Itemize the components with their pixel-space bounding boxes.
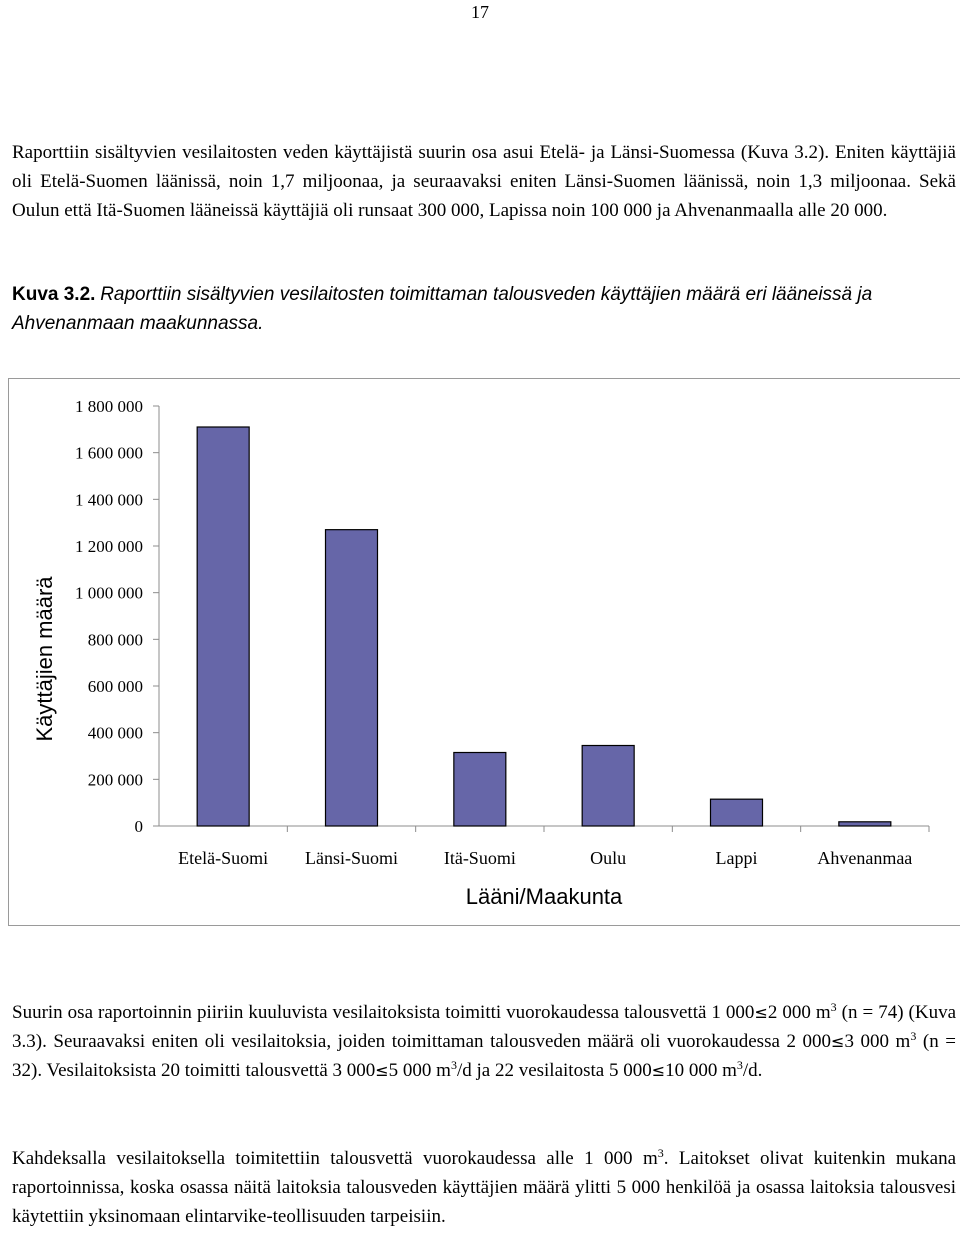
- y-tick-label: 1 200 000: [75, 537, 143, 556]
- y-axis-label: Käyttäjien määrä: [32, 576, 57, 742]
- body-paragraph-3: [12, 1144, 956, 1231]
- p2-range-2-start: 2 000: [786, 1031, 832, 1052]
- p2-sentence-4: /d ja 22 vesilaitosta: [456, 1060, 605, 1081]
- x-tick-label: Lappi: [715, 848, 758, 868]
- le-symbol: ≤: [651, 1061, 666, 1080]
- p2-sentence-5: /d.: [742, 1060, 763, 1081]
- le-symbol: ≤: [831, 1032, 845, 1051]
- p2-sentence-1: Suurin osa raportoinnin piiriin kuuluvista vesilaitoksista toimitti vuorokaudessa talousvettä: [12, 1002, 707, 1023]
- superscript-3: 3: [450, 1058, 457, 1072]
- x-axis-label: Lääni/Maakunta: [465, 884, 623, 909]
- bar: [711, 799, 763, 826]
- p2-range-4-end: 10 000 m: [665, 1060, 737, 1081]
- p2-sentence-2: (n = 74) (Kuva 3.3). Seuraavaksi eniten oli vesilaitoksia, joiden toimittaman talousveden määrä oli vuorokaudessa: [12, 1002, 957, 1052]
- y-tick-label: 1 800 000: [75, 397, 143, 416]
- figure-caption: [12, 280, 956, 338]
- y-tick-label: 200 000: [87, 770, 143, 790]
- x-tick-label: Länsi-Suomi: [305, 848, 398, 868]
- x-tick-label: Etelä-Suomi: [178, 848, 269, 868]
- bar: [454, 753, 506, 827]
- p2-sentence-3: (n = 32). Vesilaitoksista 20 toimitti talousvettä: [12, 1031, 957, 1081]
- p3-sentence-2: . Laitokset olivat kuitenkin mukana raportoinnissa, koska osassa näitä laitoksia talousveden käyttäjien määrä ylitti 5 000 henkilöä ja osassa laitoksia talousvesi käytettiin yksinomaan elintarvike-teollisuuden tarpeisiin.: [12, 1148, 957, 1227]
- x-tick-label: Ahvenanmaa: [817, 848, 913, 868]
- superscript-3: 3: [736, 1058, 743, 1072]
- bar-chart: [9, 379, 960, 927]
- y-tick-label: 400 000: [87, 723, 143, 743]
- p2-range-1-end: 2 000 m: [767, 1002, 831, 1023]
- y-tick-label: 600 000: [87, 677, 143, 696]
- body-paragraph-1: Raporttiin sisältyvien vesilaitosten veden käyttäjistä suurin osa asui Etelä- ja Länsi-Suomessa (Kuva 3.2). Eniten käyttäjiä oli Etelä-Suomen läänissä, noin 1,7 miljoonaa, ja seuraavaksi eniten Länsi-Suomen läänissä, noin 1,3 miljoonaa. Sekä Oulun että Itä-Suomen lääneissä käyttäjiä oli runsaat 300 000, Lapissa noin 100 000 ja Ahvenanmaalla alle 20 000.: [12, 142, 956, 221]
- y-tick-label: 1 400 000: [75, 490, 143, 510]
- body-paragraph-2: [12, 998, 956, 1085]
- le-symbol: ≤: [375, 1061, 389, 1080]
- y-tick-label: 0: [134, 817, 143, 836]
- y-tick-label: 1 600 000: [75, 443, 143, 463]
- y-tick-label: 1 000 000: [75, 583, 143, 603]
- caption-text: Raporttiin sisältyvien vesilaitosten toimittaman talousveden käyttäjien määrä eri lääneissä ja Ahvenanmaan maakunnassa.: [12, 284, 873, 334]
- caption-label: Kuva 3.2.: [12, 284, 96, 305]
- superscript-3: 3: [657, 1146, 664, 1160]
- p2-range-3-end: 5 000 m: [388, 1060, 451, 1081]
- superscript-3: 3: [830, 1000, 837, 1014]
- p2-range-2-end: 3 000 m: [844, 1031, 911, 1052]
- p2-range-3-start: 3 000: [332, 1060, 376, 1081]
- bar: [197, 427, 249, 826]
- p2-range-4-start: 5 000: [608, 1060, 652, 1081]
- le-symbol: ≤: [754, 1003, 768, 1022]
- p2-range-1-start: 1 000: [711, 1002, 755, 1023]
- p3-sentence-1: Kahdeksalla vesilaitoksella toimitettiin talousvettä vuorokaudessa alle 1 000 m: [12, 1148, 658, 1169]
- superscript-3: 3: [910, 1029, 917, 1043]
- bar: [326, 530, 378, 826]
- bar: [839, 822, 891, 826]
- x-tick-label: Oulu: [590, 848, 627, 868]
- y-tick-label: 800 000: [87, 630, 143, 650]
- page-number: 17: [471, 2, 489, 22]
- bar: [582, 746, 634, 827]
- x-tick-label: Itä-Suomi: [443, 848, 516, 868]
- chart-frame: [8, 378, 960, 926]
